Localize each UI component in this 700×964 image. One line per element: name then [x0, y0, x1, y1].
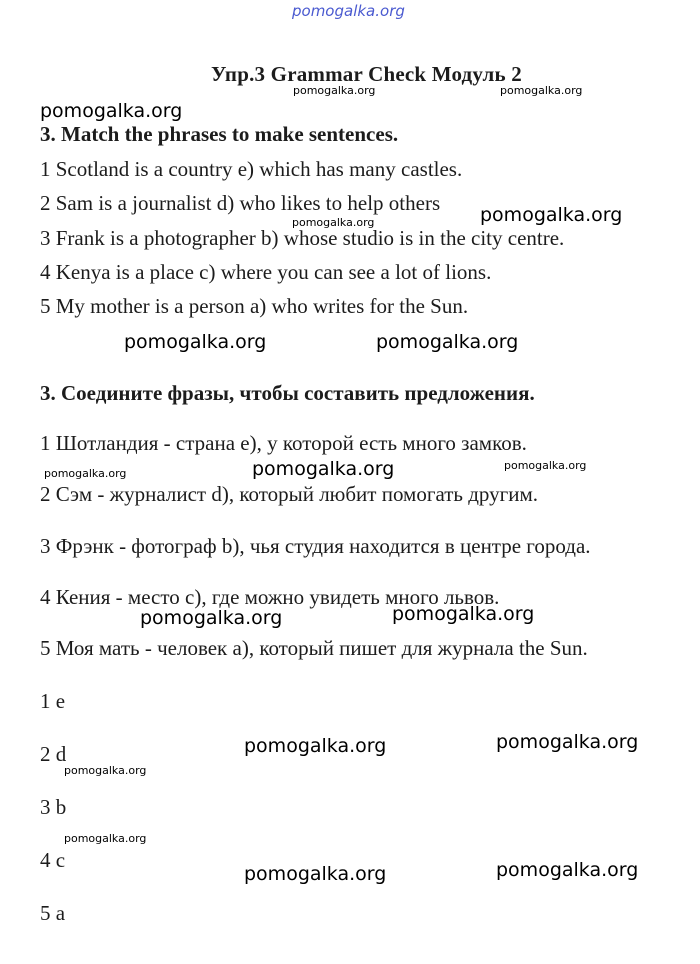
english-sentence-4: 4 Kenya is a place c) where you can see a lot of lions. [40, 260, 492, 284]
watermark: pomogalka.org [64, 764, 147, 777]
watermark: pomogalka.org [244, 735, 387, 757]
watermark: pomogalka.org [504, 459, 587, 472]
russian-sentence-3: 3 Фрэнк - фотограф b), чья студия находится в центре города. [40, 534, 591, 558]
english-heading: 3. Match the phrases to make sentences. [40, 122, 399, 146]
russian-heading: 3. Соедините фразы, чтобы составить предложения. [40, 381, 535, 405]
russian-sentence-2: 2 Сэм - журналист d), который любит помогать другим. [40, 482, 539, 506]
watermark: pomogalka.org [496, 731, 639, 753]
english-sentence-3: 3 Frank is a photographer b) whose studio is in the city centre. [40, 226, 565, 250]
watermark: pomogalka.org [480, 204, 623, 226]
russian-sentence-5: 5 Моя мать - человек a), который пишет для журнала the Sun. [40, 636, 588, 660]
answer-5: 5 a [40, 901, 66, 925]
english-sentence-2: 2 Sam is a journalist d) who likes to help others [40, 191, 441, 215]
english-sentence-5: 5 My mother is a person a) who writes for the Sun. [40, 294, 469, 318]
watermark: pomogalka.org [244, 863, 387, 885]
russian-sentence-1: 1 Шотландия - страна e), у которой есть много замков. [40, 431, 527, 455]
watermark: pomogalka.org [292, 216, 375, 229]
page-title: Упр.3 Grammar Check Модуль 2 [211, 62, 522, 86]
watermark: pomogalka.org [252, 458, 395, 480]
watermark: pomogalka.org [500, 84, 583, 97]
watermark: pomogalka.org [496, 859, 639, 881]
watermark: pomogalka.org [376, 331, 519, 353]
answer-3: 3 b [40, 795, 67, 819]
answer-2: 2 d [40, 742, 67, 766]
watermark: pomogalka.org [44, 467, 127, 480]
watermark: pomogalka.org [140, 607, 283, 629]
watermark: pomogalka.org [392, 603, 535, 625]
watermark: pomogalka.org [40, 100, 183, 122]
watermark: pomogalka.org [293, 84, 376, 97]
answer-1: 1 e [40, 689, 66, 713]
watermark-top: pomogalka.org [292, 2, 405, 20]
watermark: pomogalka.org [64, 832, 147, 845]
russian-sentence-4: 4 Кения - место c), где можно увидеть много львов. [40, 585, 500, 609]
english-sentence-1: 1 Scotland is a country e) which has many castles. [40, 157, 463, 181]
watermark: pomogalka.org [124, 331, 267, 353]
answer-4: 4 c [40, 848, 66, 872]
